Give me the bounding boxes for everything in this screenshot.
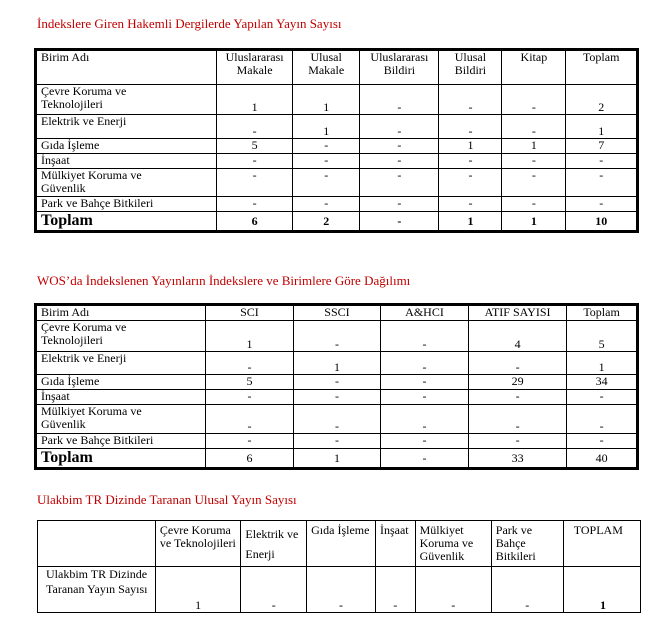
cell-value: 29	[469, 375, 567, 390]
column-header: ATIF SAYISI	[469, 305, 567, 321]
column-header: Gıda İşleme	[307, 521, 376, 567]
table-row	[36, 115, 638, 139]
column-header: SSCI	[293, 305, 380, 321]
cell-value: -	[217, 197, 293, 212]
table-row	[36, 321, 638, 352]
total-value: 33	[469, 449, 567, 469]
column-header-line: Kitap	[520, 50, 548, 64]
cell-value: -	[293, 154, 360, 169]
column-header-line: Bildiri	[454, 63, 487, 77]
column-header: Birim Adı	[36, 305, 206, 321]
column-header-line: Makale	[308, 63, 345, 77]
row-label: Elektrik ve Enerji	[36, 352, 206, 375]
cell-value: -	[469, 390, 567, 405]
cell-value: -	[566, 169, 638, 197]
column-header: SCI	[205, 305, 293, 321]
total-value: 2	[293, 212, 360, 232]
cell-value: -	[439, 115, 502, 139]
column-header	[360, 50, 439, 85]
table-row	[36, 390, 638, 405]
cell-value: -	[380, 321, 468, 352]
table-row	[38, 567, 641, 613]
section3-title: Ulakbim TR Dizinde Taranan Ulusal Yayın Sayısı	[37, 492, 297, 507]
column-header-line: Birim Adı	[41, 50, 90, 64]
cell-value: -	[567, 390, 638, 405]
row-label: Park ve Bahçe Bitkileri	[36, 434, 206, 449]
column-header	[502, 50, 566, 85]
cell-value: -	[567, 434, 638, 449]
table-row	[36, 352, 638, 375]
cell-value: -	[566, 154, 638, 169]
cell-value: -	[360, 154, 439, 169]
cell-value: -	[293, 390, 380, 405]
column-header-line: Ulusal	[454, 50, 487, 64]
table-row	[36, 85, 638, 115]
row-label: Gıda İşleme	[36, 375, 206, 390]
cell-value: -	[415, 567, 491, 613]
total-value: 10	[566, 212, 638, 232]
column-header-line: Ulusal	[310, 50, 342, 64]
column-header: Park ve Bahçe Bitkileri	[491, 521, 563, 567]
total-row	[36, 212, 638, 232]
column-header-line: Uluslararası	[370, 50, 429, 64]
total-value: 6	[217, 212, 293, 232]
cell-value: -	[567, 405, 638, 434]
cell-value: 1	[293, 352, 380, 375]
total-label: Toplam	[36, 212, 217, 232]
cell-value: -	[293, 434, 380, 449]
cell-value: -	[217, 154, 293, 169]
row-label: İnşaat	[36, 154, 217, 169]
column-header: İnşaat	[375, 521, 415, 567]
column-header: Mülkiyet Koruma ve Güvenlik	[415, 521, 491, 567]
cell-value: -	[360, 139, 439, 154]
cell-value: -	[360, 169, 439, 197]
cell-value: -	[380, 375, 468, 390]
column-header-line: Toplam	[582, 50, 620, 64]
wos-table	[34, 303, 639, 470]
column-header: Toplam	[567, 305, 638, 321]
cell-value: -	[502, 115, 566, 139]
cell-value: 4	[469, 321, 567, 352]
table-row	[36, 197, 638, 212]
cell-value: -	[380, 352, 468, 375]
cell-value: -	[439, 169, 502, 197]
cell-value: 1	[439, 139, 502, 154]
table-row	[36, 154, 638, 169]
row-label: Mülkiyet Koruma ve Güvenlik	[36, 405, 206, 434]
total-value: -	[380, 449, 468, 469]
row-label: İnşaat	[36, 390, 206, 405]
column-header: Çevre Koruma ve Teknolojileri	[155, 521, 241, 567]
cell-value: 5	[217, 139, 293, 154]
cell-value: 1	[293, 85, 360, 115]
cell-value: -	[491, 567, 563, 613]
cell-value: -	[469, 434, 567, 449]
column-header	[217, 50, 293, 85]
total-value: 1	[502, 212, 566, 232]
cell-value: -	[380, 434, 468, 449]
cell-value: -	[205, 352, 293, 375]
cell-value: -	[293, 197, 360, 212]
table-row	[36, 169, 638, 197]
column-header: Elektrik ve Enerji	[241, 521, 307, 567]
cell-value: 1	[155, 567, 241, 613]
header-row	[36, 50, 638, 85]
cell-value: -	[293, 375, 380, 390]
cell-value: -	[375, 567, 415, 613]
row-label: Park ve Bahçe Bitkileri	[36, 197, 217, 212]
row-label: Gıda İşleme	[36, 139, 217, 154]
column-header	[38, 521, 156, 567]
cell-value: -	[293, 405, 380, 434]
cell-value: -	[360, 197, 439, 212]
cell-value: -	[380, 390, 468, 405]
cell-value: 34	[567, 375, 638, 390]
row-label: Elektrik ve Enerji	[36, 115, 217, 139]
column-header: TOPLAM	[563, 521, 640, 567]
cell-value: -	[241, 567, 307, 613]
total-value: -	[360, 212, 439, 232]
header-row	[38, 521, 641, 567]
cell-value: 1	[566, 115, 638, 139]
cell-value: -	[502, 85, 566, 115]
cell-value: 5	[205, 375, 293, 390]
cell-value: -	[502, 154, 566, 169]
table-row	[36, 375, 638, 390]
cell-value: 5	[567, 321, 638, 352]
column-header	[439, 50, 502, 85]
column-header-line: Bildiri	[383, 63, 416, 77]
total-value: 1	[439, 212, 502, 232]
table-row	[36, 139, 638, 154]
cell-value: 1	[567, 352, 638, 375]
cell-value: -	[293, 169, 360, 197]
cell-value: -	[380, 405, 468, 434]
table-row	[36, 405, 638, 434]
table-row	[36, 434, 638, 449]
total-row	[36, 449, 638, 469]
cell-value: -	[205, 434, 293, 449]
cell-value: -	[469, 405, 567, 434]
cell-value: -	[205, 390, 293, 405]
cell-value: 1	[205, 321, 293, 352]
cell-value: -	[360, 85, 439, 115]
cell-value: -	[502, 197, 566, 212]
cell-value: -	[439, 197, 502, 212]
cell-value: 1	[217, 85, 293, 115]
total-value: 40	[567, 449, 638, 469]
header-row	[36, 305, 638, 321]
row-label: Ulakbim TR Dizinde Taranan Yayın Sayısı	[38, 567, 156, 613]
cell-value: 1	[502, 139, 566, 154]
column-header-line: Makale	[236, 63, 273, 77]
cell-value: 7	[566, 139, 638, 154]
cell-value: -	[293, 321, 380, 352]
column-header	[566, 50, 638, 85]
section2-title: WOS’da İndekslenen Yayınların İndekslere ve Birimlere Göre Dağılımı	[37, 273, 411, 288]
cell-value: -	[566, 197, 638, 212]
cell-value: -	[360, 115, 439, 139]
cell-value: -	[502, 169, 566, 197]
column-header-line: Uluslararası	[225, 50, 284, 64]
column-header	[293, 50, 360, 85]
total-value: 1	[293, 449, 380, 469]
cell-value: -	[307, 567, 376, 613]
cell-value: -	[293, 139, 360, 154]
column-header	[36, 50, 217, 85]
cell-value: -	[217, 115, 293, 139]
total-label: Toplam	[36, 449, 206, 469]
row-label: Çevre Koruma ve Teknolojileri	[36, 321, 206, 352]
publications-table	[34, 48, 639, 233]
cell-value: -	[469, 352, 567, 375]
cell-value: 1	[293, 115, 360, 139]
ulakbim-table	[37, 520, 641, 613]
row-label: Mülkiyet Koruma ve Güvenlik	[36, 169, 217, 197]
section1-title: İndekslere Giren Hakemli Dergilerde Yapılan Yayın Sayısı	[37, 16, 342, 31]
cell-value: -	[217, 169, 293, 197]
cell-value: 1	[563, 567, 640, 613]
row-label: Çevre Koruma ve Teknolojileri	[36, 85, 217, 115]
total-value: 6	[205, 449, 293, 469]
cell-value: -	[439, 154, 502, 169]
cell-value: -	[439, 85, 502, 115]
cell-value: -	[205, 405, 293, 434]
column-header: A&HCI	[380, 305, 468, 321]
cell-value: 2	[566, 85, 638, 115]
